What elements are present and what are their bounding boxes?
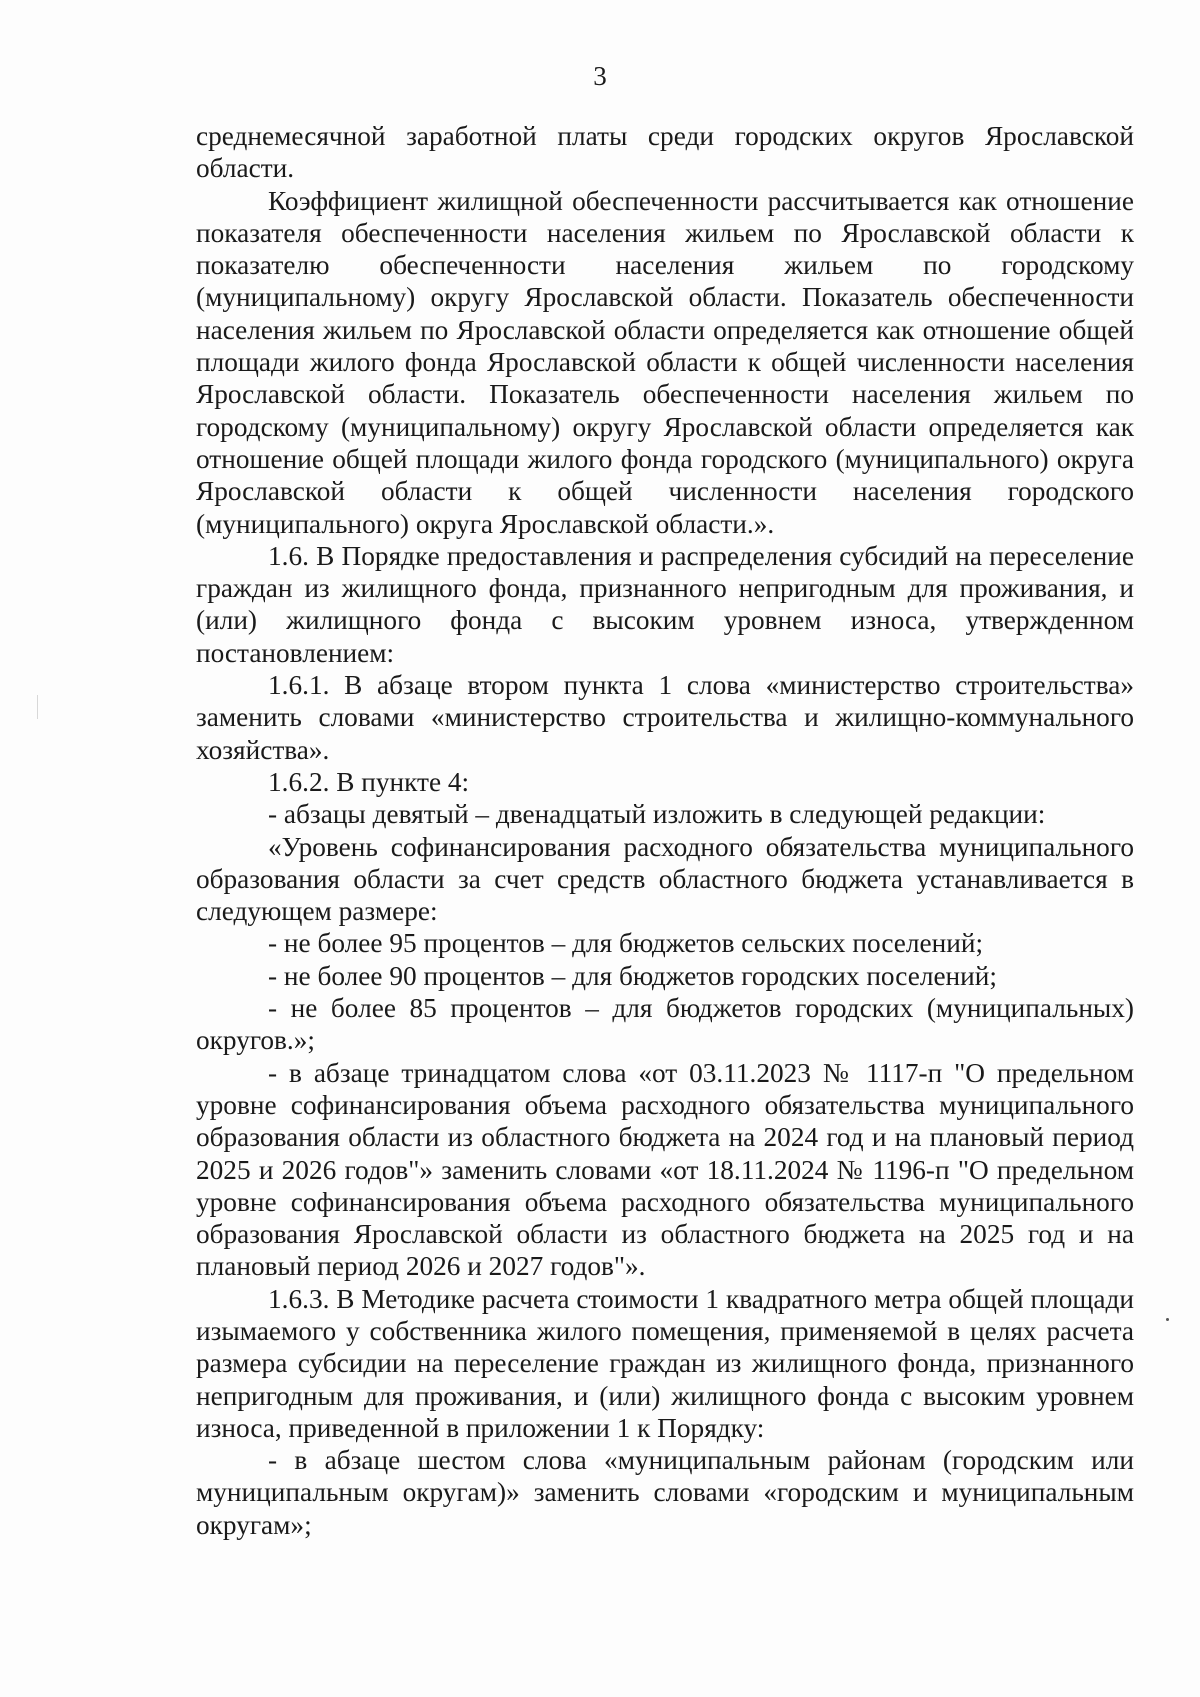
paragraph: 1.6.2. В пункте 4: <box>268 766 470 797</box>
paragraph: - в абзаце шестом слова «муниципальным районам (городским или муниципальным округам)» заменить словами «городским и муниципальным округам»; <box>196 1445 1134 1540</box>
paragraph: 1.6. В Порядке предоставления и распределения субсидий на переселение граждан из жилищного фонда, признанного непригодным для проживания, и (или) жилищного фонда с высоким уровнем износа, утвержденном постановлением: <box>196 540 1134 668</box>
paragraph: «Уровень софинансирования расходного обязательства муниципального образования области за счет средств областного бюджета устанавливается в следующем размере: <box>196 831 1134 927</box>
paragraph: среднемесячной заработной платы среди городских округов Ярославской области. <box>196 121 1134 184</box>
page-number: 3 <box>593 61 607 91</box>
paragraph: - в абзаце тринадцатом слова «от 03.11.2023 № 1117-п "О предельном уровне софинансирования объема расходного обязательства муниципального образования области из областного бюджета на 2024 год и на плановый период 2025 и 2026 годов"» заменить словами «от 18.11.2024 № 1196-п "О предельном уровне софинансирования объема расходного обязательства муниципального образования Ярославской области из областного бюджета на 2025 год и на плановый период 2026 и 2027 годов"». <box>196 1057 1134 1282</box>
paragraph: 1.6.3. В Методике расчета стоимости 1 квадратного метра общей площади изымаемого у собственника жилого помещения, применяемой в целях расчета размера субсидии на переселение граждан из жилищного фонда, признанного непригодным для проживания, и (или) жилищного фонда с высоким уровнем износа, приведенной в приложении 1 к Порядку: <box>196 1283 1134 1443</box>
paragraph: - не более 95 процентов – для бюджетов сельских поселений; <box>268 928 984 959</box>
paragraph: 1.6.1. В абзаце втором пункта 1 слова «министерство строительства» заменить словами «министерство строительства и жилищно-коммунального хозяйства». <box>196 670 1134 765</box>
paragraph: Коэффициент жилищной обеспеченности рассчитывается как отношение показателя обеспеченности населения жильем по Ярославской области к показателю обеспеченности населения жильем по городскому (муниципальному) округу Ярославской области. Показатель обеспеченности населения жильем по Ярославской области определяется как отношение общей площади жилого фонда Ярославской области к общей численности населения Ярославской области. Показатель обеспеченности населения жильем по городскому (муниципальному) округу Ярославской области определяется как отношение общей площади жилого фонда городского (муниципального) округа Ярославской области к общей численности населения городского (муниципального) округа Ярославской области.». <box>196 185 1134 539</box>
paragraph: - абзацы девятый – двенадцатый изложить в следующей редакции: <box>268 799 1046 830</box>
scan-artifact-mark <box>37 695 38 719</box>
document-body <box>196 120 1134 1541</box>
paragraph: - не более 85 процентов – для бюджетов городских (муниципальных) округов.»; <box>196 993 1134 1056</box>
scan-artifact-dot <box>1166 1318 1169 1321</box>
paragraph: - не более 90 процентов – для бюджетов городских поселений; <box>268 960 997 991</box>
